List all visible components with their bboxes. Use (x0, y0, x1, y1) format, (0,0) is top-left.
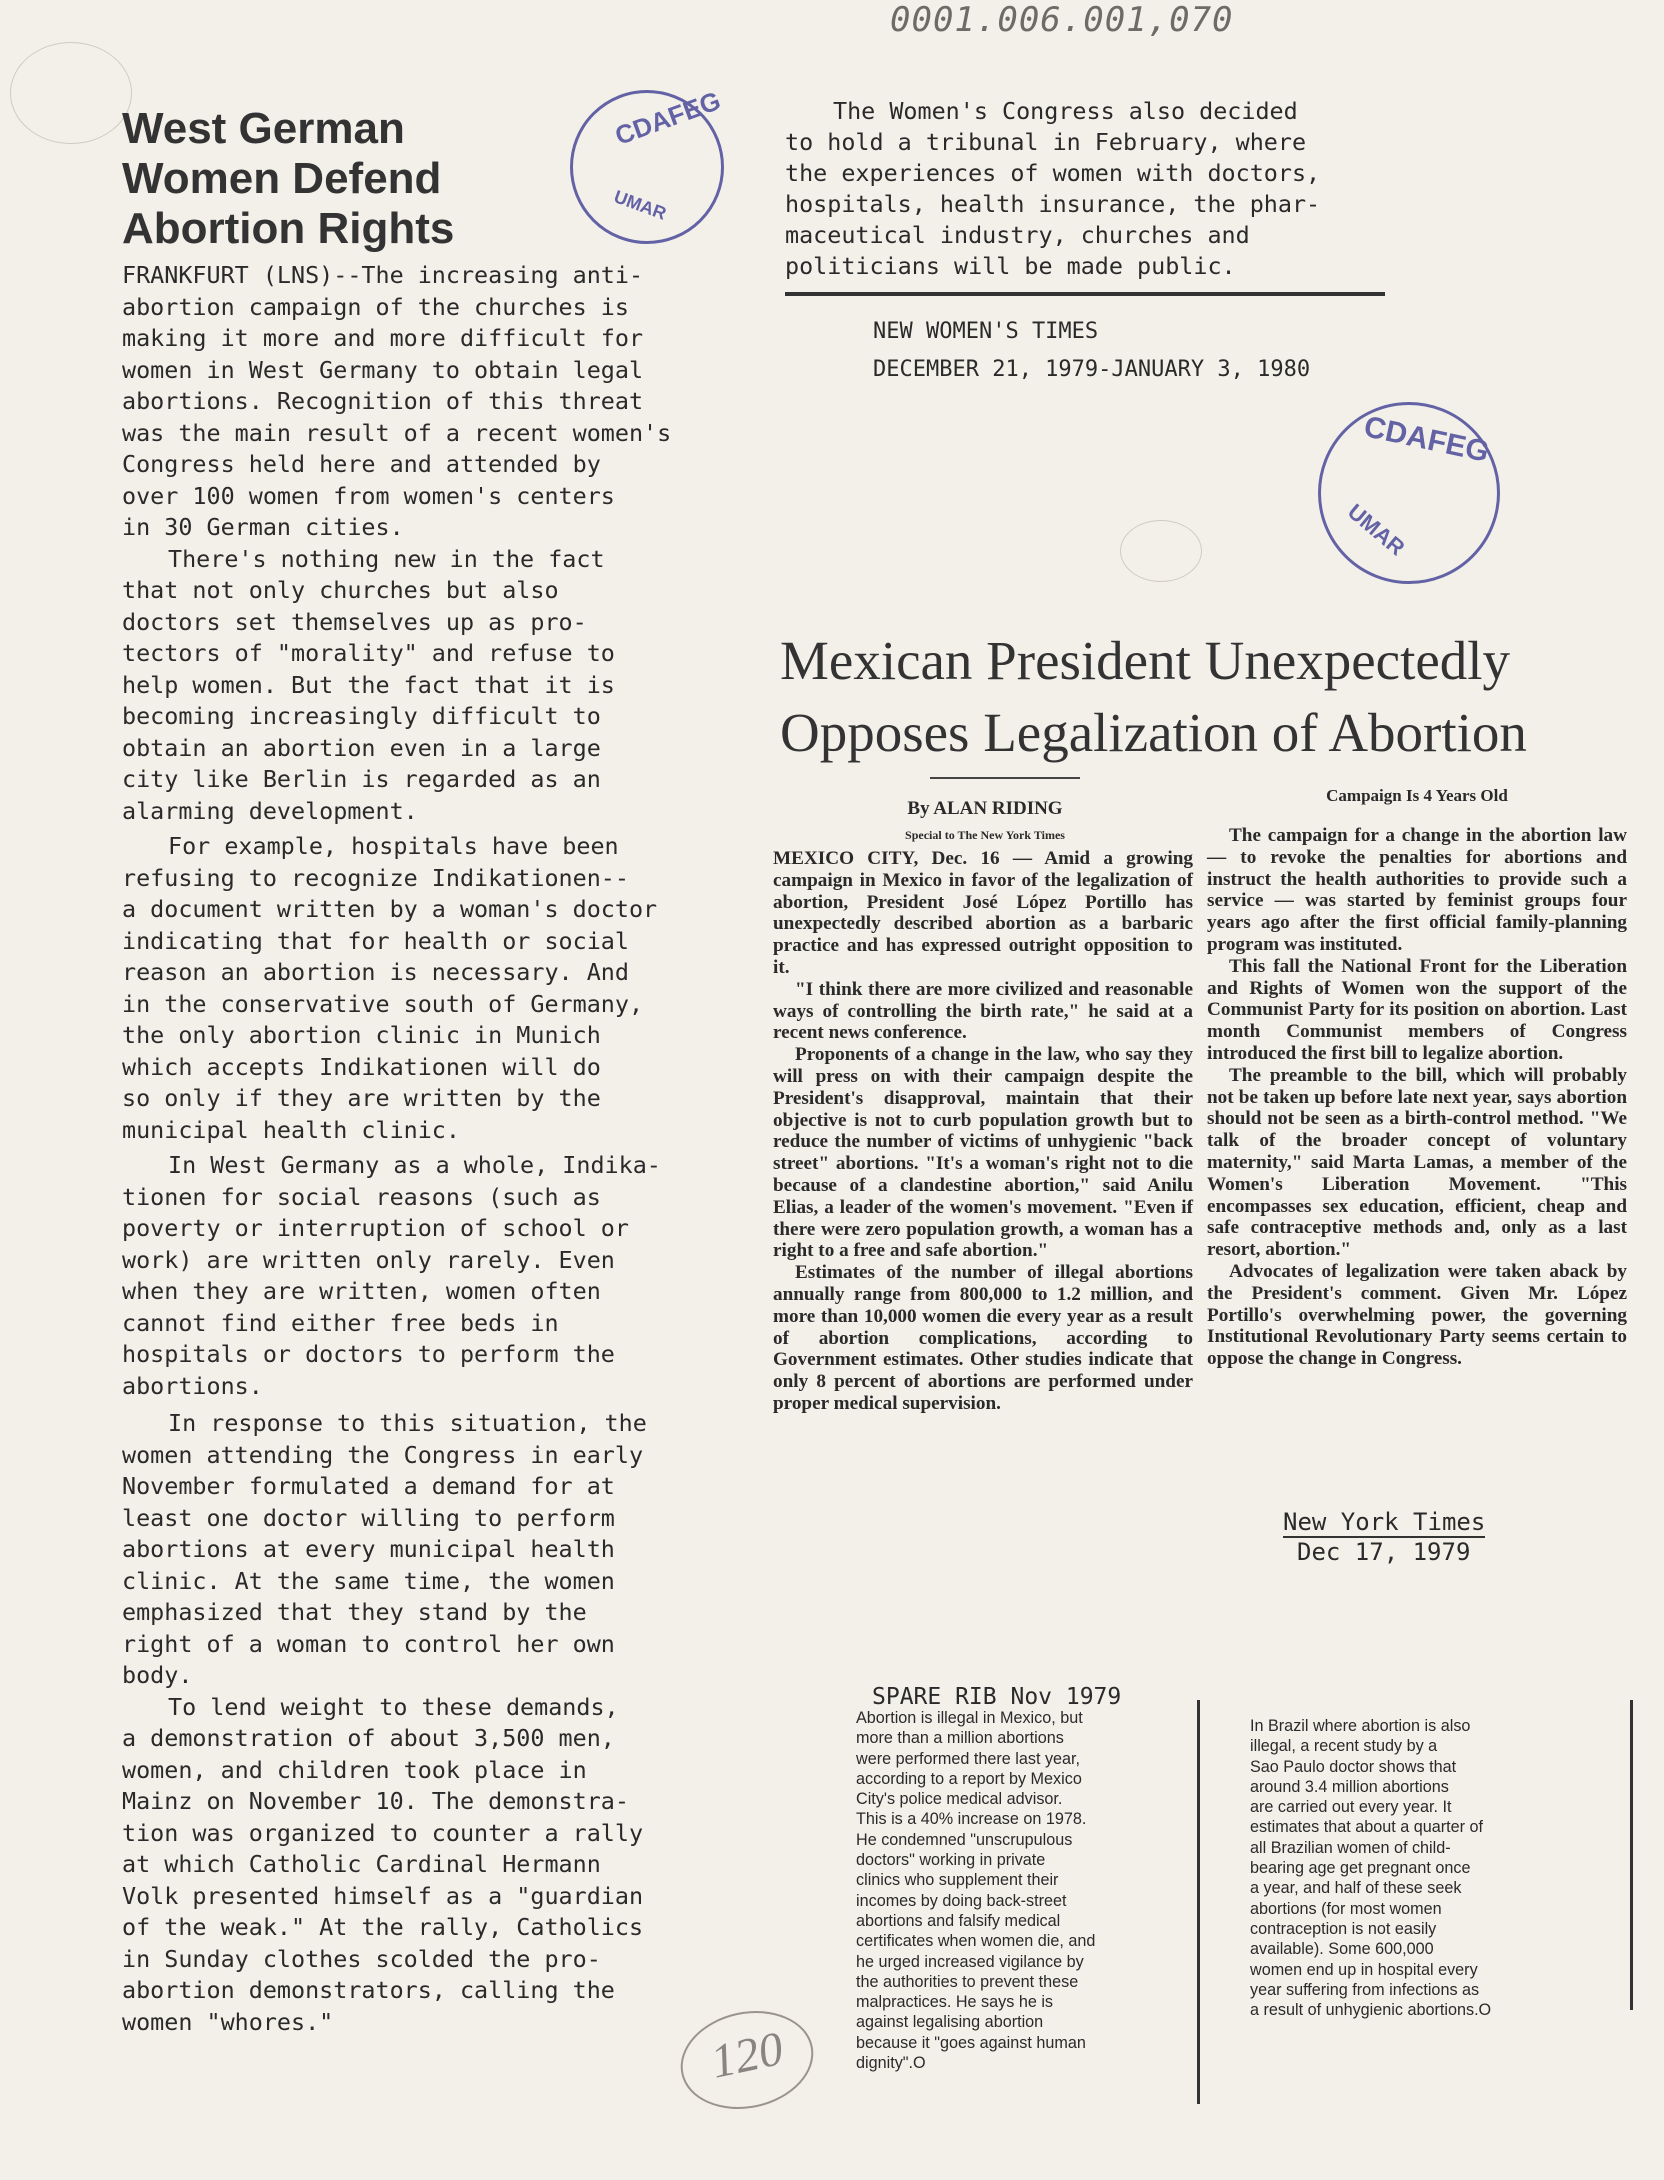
source-new-womens-times (873, 313, 1310, 389)
article-spare-rib-mexico (856, 1708, 1201, 2073)
paragraph: The campaign for a change in the abortion law — to revoke the penalties for abortions and instruct the health authorities to provide such a service — was started by feminist groups four years ago after the first official family-planning program was instituted. (1207, 825, 1627, 955)
paragraph: For example, hospitals have been refusing to recognize Indikationen-- a document written by a woman's doctor indicating that for health or social reason an abortion is necessary. And in the conservative south of Germany, the only abortion clinic in Munich which accepts Indikationen will do so only if they are written by the municipal health clinic. (122, 832, 658, 1144)
paragraph: There's nothing new in the fact that not only churches but also doctors set themselves up as pro- tectors of "morality" and refuse to help women. But the fact that it is becoming increasingly difficult to obtain an abortion even in a large city like Berlin is regarded as an alarming development. (122, 544, 615, 825)
headline-line: Women Defend (122, 154, 442, 203)
byline: By ALAN RIDING (907, 798, 1063, 819)
source-name: NEW WOMEN'S TIMES (873, 319, 1099, 344)
article-west-german-body (122, 260, 732, 2038)
paragraph: In response to this situation, the women attending the Congress in early November formulated a demand for at least one doctor willing to perform abortions at every municipal health clinic. At the same time, the women emphasized that they stand by the right of a woman to control her own body. (122, 1409, 647, 1689)
article-west-german-continuation (785, 96, 1385, 282)
article-spare-rib-brazil (1250, 1716, 1590, 2020)
stamp-text-top: CDAFEG (1361, 410, 1492, 469)
archive-code: 0001.006.001,070 (890, 0, 1234, 40)
paragraph: FRANKFURT (LNS)--The increasing anti- abortion campaign of the churches is making it more and more difficult for women in West Germany to obtain legal abortions. Recognition of this threat was the main result of a recent women's Congress held here and attended by over 100 women from women's centers in 30 German cities. (122, 261, 672, 541)
divider (785, 292, 1385, 296)
headline-line: West German (122, 104, 405, 153)
article-mexican-col2 (1207, 825, 1627, 1370)
subhead: Campaign Is 4 Years Old (1326, 786, 1508, 805)
source-name: New York Times (1283, 1508, 1486, 1536)
cdafeg-stamp (570, 85, 725, 244)
source-new-york-times (1283, 1508, 1485, 1566)
source-date: DECEMBER 21, 1979-JANUARY 3, 1980 (873, 357, 1311, 382)
stamp-text-top: CDAFEG (611, 85, 725, 151)
paragraph: Advocates of legalization were taken aback by the President's comment. Given Mr. López Portillo's overwhelming power, the governing Institutional Revolutionary Party seems certain to oppose the change in Congress. (1207, 1260, 1627, 1370)
headline-mexican-president (780, 625, 1660, 769)
paragraph: To lend weight to these demands, a demonstration of about 3,500 men, women, and children took place in Mainz on November 10. The demonstra- tion was organized to counter a rally at which Catholic Cardinal Hermann Volk presented himself as a "guardian of the weak." At the rally, Catholics in Sunday clothes scolded the pro- abortion demonstrators, calling the women "whores." (122, 1692, 644, 2036)
paragraph: Proponents of a change in the law, who say they will press on with their campaign despite the President's disapproval, maintain that their objective is not to curb population growth but to reduce the number of victims of unhygienic "back street" abortions. "It's a woman's right not to die because of a clandestine abortion," said Anilu Elias, a leader of the women's movement. "Even if there were zero population growth, a woman has a right to a free and safe abortion." (773, 1044, 1193, 1262)
paragraph: This fall the National Front for the Liberation and Rights of Women won the support of the Communist Party for its position on abortion. Last month Communist members of Congress introduced the first bill to legalize abortion. (1207, 955, 1627, 1064)
paragraph: The Women's Congress also decided to hold a tribunal in February, where the experiences of women with doctors, hospitals, health insurance, the phar- maceutical industry, churches and politicians will be made public. (785, 97, 1321, 280)
headline-line: Mexican President Unexpectedly (780, 630, 1511, 691)
article-mexican-col1 (773, 848, 1193, 1415)
source-date: Dec 17, 1979 (1283, 1536, 1485, 1566)
paragraph: Abortion is illegal in Mexico, but more than a million abortions were performed there last year, according to a report by Mexico City's police medical advisor. This is a 40% increase on 1978. He condemned "unscrupulous doctors" working in private clinics who supplement their incomes by doing back-street abortions and falsify medical certificates when women die, and he urged increased vigilance by the authorities to prevent these malpractices. He says he is against legalising abortion because it "goes against human dignity".O (856, 1709, 1096, 2073)
stamp-text-bottom: UMAR (1343, 498, 1410, 561)
cdafeg-stamp (1318, 402, 1500, 584)
paragraph: MEXICO CITY, Dec. 16 — Amid a growing campaign in Mexico in favor of the legalization of abortion, President José López Portillo has unexpectedly described abortion as a barbaric practice and has expressed outright opposition to it. (773, 848, 1193, 978)
byline-special: Special to The New York Times (905, 828, 1065, 842)
handwritten-number-text: 120 (706, 2021, 788, 2089)
divider (930, 777, 1080, 779)
paragraph: The preamble to the bill, which will probably not be taken up before late next year, says abortion should not be seen as a birth-control method. "We talk of the broader concept of voluntary maternity," said Marta Lamas, a member of the Women's Liberation Movement. "This encompasses sex education, efficient, cheap and safe contraceptive methods and, only as a last resort, abortion." (1207, 1064, 1627, 1261)
divider (1630, 1700, 1633, 2010)
paragraph: In West Germany as a whole, Indika- tionen for social reasons (such as poverty or interruption of school or work) are written only rarely. Even when they are written, women often cannot find either free beds in hospitals or doctors to perform the abortions. (122, 1151, 661, 1400)
paragraph: In Brazil where abortion is also illegal, a recent study by a Sao Paulo doctor shows that around 3.4 million abortions are carried out every year. It estimates that about a quarter of all Brazilian women of child- bearing age get pregnant once a year, and half of these seek abortions (for most women contraception is not easily available). Some 600,000 women end up in hospital every year suffering from infections as a result of unhygienic abortions.O (1250, 1717, 1492, 2020)
faint-mark (10, 42, 132, 144)
paragraph: "I think there are more civilized and reasonable ways of controlling the birth rate," he said at a recent news conference. (773, 978, 1193, 1044)
stamp-text-bottom: UMAR (611, 186, 669, 224)
headline-line: Opposes Legalization of Abortion (780, 702, 1527, 763)
paragraph: Estimates of the number of illegal abortions annually range from 800,000 to 1.2 million, and more than 10,000 women die every year as a result of abortion complications, according to Government estimates. Other studies indicate that only 8 percent of abortions are performed under proper medical supervision. (773, 1262, 1193, 1414)
faint-mark (1120, 520, 1202, 582)
divider (1197, 1700, 1200, 2104)
source-spare-rib: SPARE RIB Nov 1979 (872, 1684, 1122, 1710)
headline-line: Abortion Rights (122, 204, 455, 253)
